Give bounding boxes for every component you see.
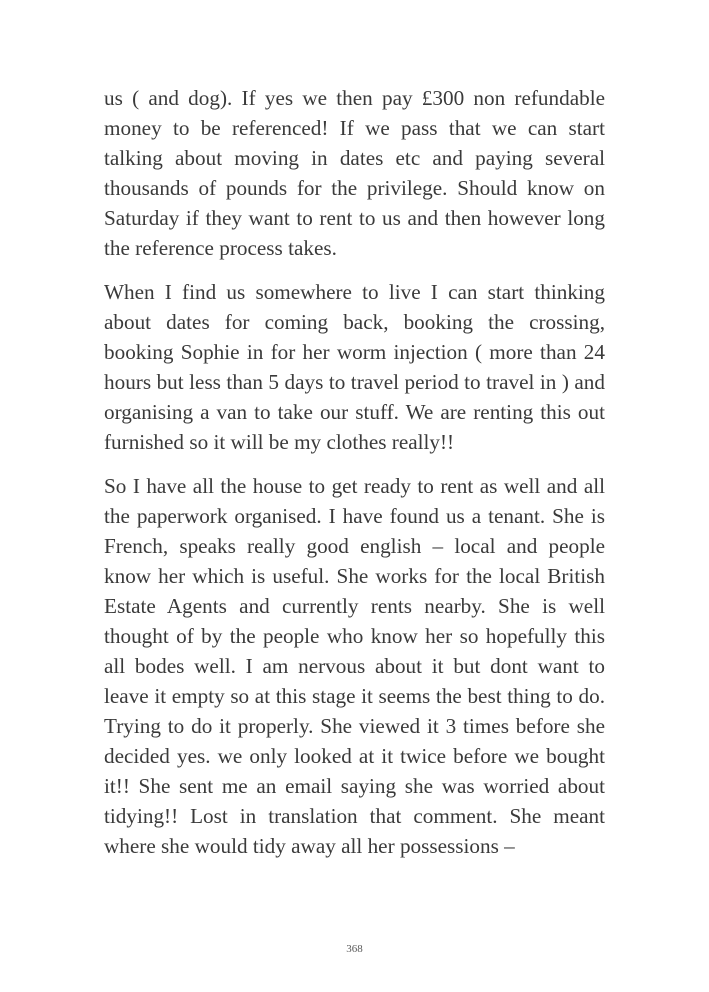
paragraph-2: When I find us somewhere to live I can start thinking about dates for coming back, booking the crossing, booking Sophie in for her worm injection ( more than 24 hours but less than 5 days to travel period to travel in ) and organising a van to take our stuff. We are renting this out furnished so it will be my clothes really!! — [104, 280, 605, 454]
page-body — [104, 83, 605, 861]
paragraph-3: So I have all the house to get ready to rent as well and all the paperwork organised. I have found us a tenant. She is French, speaks really good english – local and people know her which is useful. She works for the local British Estate Agents and currently rents nearby. She is well thought of by the people who know her so hopefully this all bodes well. I am nervous about it but dont want to leave it empty so at this stage it seems the best thing to do. Trying to do it properly. She viewed it 3 times before she decided yes. we only looked at it twice before we bought it!! She sent me an email saying she was worried about tidying!! Lost in translation that comment. She meant where she would tidy away all her possessions – — [104, 474, 605, 858]
paragraph-1: us ( and dog). If yes we then pay £300 non refundable money to be referenced! If we pass that we can start talking about moving in dates etc and paying several thousands of pounds for the privilege. Should know on Saturday if they want to rent to us and then however long the reference process takes. — [104, 86, 605, 260]
page-number: 368 — [346, 943, 363, 955]
